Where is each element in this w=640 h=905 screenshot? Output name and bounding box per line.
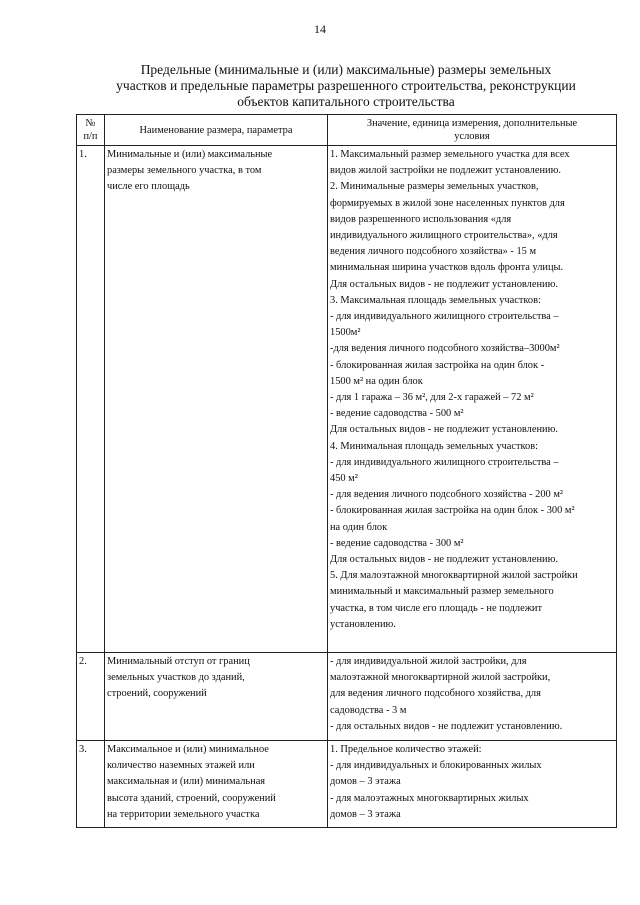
cell-text-line: - для ведения личного подсобного хозяйства - 200 м² [330, 489, 564, 501]
cell-text-line: минимальная ширина участков вдоль фронта улицы. [330, 262, 564, 274]
cell-text-line: ведения личного подсобного хозяйства» - 15 м [330, 246, 537, 258]
table-row [77, 653, 617, 741]
cell-text-line: установлению. [330, 618, 396, 630]
cell-text-line: высота зданий, строений, сооружений [107, 792, 276, 804]
cell-text-line: числе его площадь [107, 181, 190, 193]
cell-text-line: Максимальное и (или) минимальное [107, 744, 269, 755]
table-row [77, 741, 617, 828]
cell-text-line: садоводства - 3 м [330, 704, 407, 716]
cell-text-line: количество наземных этажей или [107, 760, 255, 772]
header-number-line-2: п/п [83, 131, 98, 142]
cell-text-line: видов жилой застройки не подлежит установлению. [330, 165, 561, 177]
table-row [77, 146, 617, 653]
cell-text-line: - блокированная жилая застройка на один блок - 300 м² [330, 505, 575, 517]
cell-text-line: видов разрешенного использования «для [330, 213, 512, 225]
cell-text-line: индивидуального жилищного строительства», «для [330, 230, 558, 242]
row-value [328, 146, 617, 653]
cell-text-line: 2. Минимальные размеры земельных участков, [330, 181, 539, 193]
cell-text-line: Минимальный отступ от границ [107, 656, 250, 667]
cell-text-line: 4. Минимальная площадь земельных участков: [330, 440, 539, 452]
cell-text-line: 1500 м² на один блок [330, 375, 423, 387]
row-name [105, 653, 328, 741]
header-name-text: Наименование размера, параметра [139, 124, 293, 136]
title-line-2: участков и предельные параметры разрешенного строительства, реконструкции [116, 78, 576, 93]
cell-text-line: - ведение садоводства - 500 м² [330, 408, 464, 420]
cell-text-line: - для индивидуальных и блокированных жилых [330, 760, 542, 772]
title-line-1: Предельные (минимальные и (или) максимальные) размеры земельных [140, 62, 552, 77]
title-line-3: объектов капитального строительства [237, 94, 455, 109]
cell-text-line: 1. Предельное количество этажей: [330, 744, 482, 755]
cell-text-line: - для остальных видов - не подлежит установлению. [330, 720, 563, 732]
cell-text-line: - для индивидуального жилищного строительства – [330, 456, 559, 468]
cell-text-line: малоэтажной многоквартирной жилой застройки, [330, 672, 551, 684]
cell-text-line: формируемых в жилой зоне населенных пунктов для [330, 197, 565, 209]
row-number: 3. [77, 741, 105, 828]
cell-text-line: - для индивидуального жилищного строительства – [330, 311, 559, 323]
cell-text-line: Для остальных видов - не подлежит установлению. [330, 424, 558, 436]
cell-text-line: минимальный и максимальный размер земельного [330, 586, 554, 598]
table-header-row [77, 115, 617, 146]
cell-text-line: - для 1 гаража – 36 м², для 2-х гаражей – 72 м² [330, 392, 534, 404]
parameters-table [76, 114, 617, 828]
cell-text-line: на территории земельного участка [107, 808, 260, 820]
cell-text-line: -для ведения личного подсобного хозяйства–3000м² [330, 343, 560, 355]
cell-text-line: - для индивидуальной жилой застройки, для [330, 656, 527, 667]
header-value-line-1: Значение, единица измерения, дополнительные [366, 118, 578, 129]
header-number [77, 115, 105, 146]
header-value-line-2: условия [454, 131, 490, 142]
row-value [328, 741, 617, 828]
cell-text-line: размеры земельного участка, в том [107, 165, 262, 177]
row-number: 2. [77, 653, 105, 741]
cell-text-line: 1500м² [330, 327, 361, 339]
cell-text-line: земельных участков до зданий, [107, 672, 245, 684]
document-title [76, 62, 616, 110]
cell-text-line: строений, сооружений [107, 688, 207, 700]
cell-text-line: 450 м² [330, 473, 358, 485]
cell-text-line: - блокированная жилая застройка на один блок - [330, 359, 545, 371]
cell-text-line: Для остальных видов - не подлежит установлению. [330, 554, 558, 566]
page-number: 14 [314, 22, 326, 36]
cell-text-line: 5. Для малоэтажной многоквартирной жилой застройки [330, 570, 578, 582]
row-value [328, 653, 617, 741]
cell-text-line: - ведение садоводства - 300 м² [330, 537, 464, 549]
cell-text-line: участка, в том числе его площадь - не подлежит [330, 602, 542, 614]
cell-text-line: Для остальных видов - не подлежит установлению. [330, 278, 558, 290]
header-name [105, 115, 328, 146]
header-number-line-1: № [85, 118, 96, 129]
row-name [105, 146, 328, 653]
cell-text-line: Минимальные и (или) максимальные [107, 149, 273, 160]
cell-text-line: для ведения личного подсобного хозяйства, для [330, 688, 541, 700]
cell-text-line: 3. Максимальная площадь земельных участков: [330, 294, 541, 306]
row-name [105, 741, 328, 828]
cell-text-line: на один блок [330, 521, 388, 533]
cell-text-line: максимальная и (или) минимальная [107, 776, 266, 788]
cell-text-line: 1. Максимальный размер земельного участка для всех [330, 149, 570, 160]
cell-text-line: - для малоэтажных многоквартирных жилых [330, 792, 529, 804]
cell-text-line: домов – 3 этажа [330, 808, 401, 820]
row-number: 1. [77, 146, 105, 653]
header-value [328, 115, 617, 146]
cell-text-line: домов – 3 этажа [330, 776, 401, 788]
